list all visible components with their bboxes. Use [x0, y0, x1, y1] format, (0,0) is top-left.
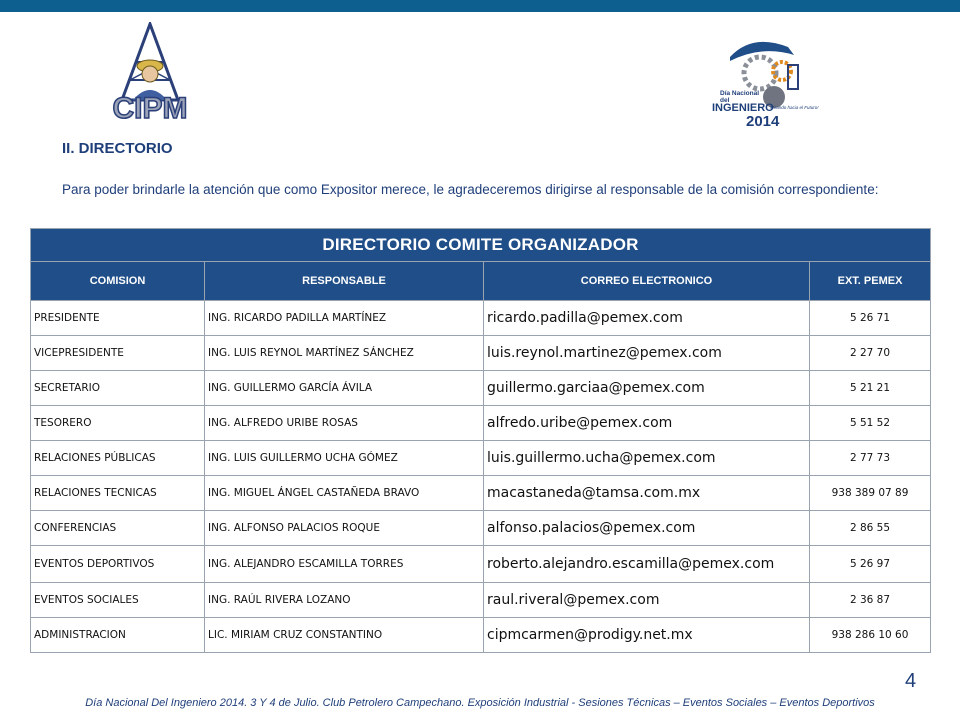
cell-comision: SECRETARIO	[31, 371, 205, 406]
cell-email: guillermo.garciaa@pemex.com	[484, 371, 810, 406]
col-header-ext: EXT. PEMEX	[810, 262, 931, 301]
intro-paragraph: Para poder brindarle la atención que como Expositor merece, le agradeceremos dirigirse al responsable de la comisión correspondiente:	[62, 182, 879, 197]
table-row	[31, 371, 931, 406]
cipm-logo-text: CIPM	[112, 92, 188, 122]
cell-responsable: ING. RAÚL RIVERA LOZANO	[205, 583, 484, 618]
logo-year: 2014	[746, 113, 780, 130]
cell-responsable: ING. RICARDO PADILLA MARTÍNEZ	[205, 301, 484, 336]
col-header-correo: CORREO ELECTRONICO	[484, 262, 810, 301]
cell-responsable: ING. ALEJANDRO ESCAMILLA TORRES	[205, 546, 484, 583]
cell-email: alfonso.palacios@pemex.com	[484, 511, 810, 546]
cell-email: luis.reynol.martinez@pemex.com	[484, 336, 810, 371]
cell-ext: 2 77 73	[810, 441, 931, 476]
logo-line-1: Día Nacional	[720, 90, 760, 97]
cell-email: macastaneda@tamsa.com.mx	[484, 476, 810, 511]
table-title: DIRECTORIO COMITE ORGANIZADOR	[31, 229, 931, 262]
logo-line-3: INGENIERO	[712, 102, 774, 114]
table-row	[31, 583, 931, 618]
top-bar	[0, 0, 960, 12]
cell-responsable: ING. ALFREDO URIBE ROSAS	[205, 406, 484, 441]
logo-line-2: del	[720, 97, 730, 104]
cell-responsable: ING. LUIS REYNOL MARTÍNEZ SÁNCHEZ	[205, 336, 484, 371]
cell-ext: 2 36 87	[810, 583, 931, 618]
cell-ext: 5 26 97	[810, 546, 931, 583]
cell-responsable: ING. GUILLERMO GARCÍA ÁVILA	[205, 371, 484, 406]
cell-responsable: ING. ALFONSO PALACIOS ROQUE	[205, 511, 484, 546]
table-row	[31, 406, 931, 441]
cell-ext: 938 389 07 89	[810, 476, 931, 511]
cell-email: cipmcarmen@prodigy.net.mx	[484, 618, 810, 653]
col-header-responsable: RESPONSABLE	[205, 262, 484, 301]
col-header-comision: COMISION	[31, 262, 205, 301]
logo-tagline: Mirando hacia el Futuro!	[770, 105, 819, 110]
table-row	[31, 441, 931, 476]
table-header-row	[31, 262, 931, 301]
cell-responsable: LIC. MIRIAM CRUZ CONSTANTINO	[205, 618, 484, 653]
cell-ext: 5 51 52	[810, 406, 931, 441]
cell-comision: TESORERO	[31, 406, 205, 441]
cell-comision: RELACIONES TECNICAS	[31, 476, 205, 511]
cell-comision: VICEPRESIDENTE	[31, 336, 205, 371]
cell-comision: RELACIONES PÚBLICAS	[31, 441, 205, 476]
cell-ext: 938 286 10 60	[810, 618, 931, 653]
table-row	[31, 546, 931, 583]
cell-ext: 5 26 71	[810, 301, 931, 336]
cell-comision: ADMINISTRACION	[31, 618, 205, 653]
cell-comision: PRESIDENTE	[31, 301, 205, 336]
table-row	[31, 336, 931, 371]
cell-comision: EVENTOS DEPORTIVOS	[31, 546, 205, 583]
table-row	[31, 511, 931, 546]
cell-email: alfredo.uribe@pemex.com	[484, 406, 810, 441]
cell-email: luis.guillermo.ucha@pemex.com	[484, 441, 810, 476]
dia-nacional-logo	[690, 25, 820, 135]
table-row	[31, 476, 931, 511]
directory-table	[30, 228, 931, 653]
section-title: II. DIRECTORIO	[62, 140, 173, 157]
cell-comision: EVENTOS SOCIALES	[31, 583, 205, 618]
cell-responsable: ING. MIGUEL ÁNGEL CASTAÑEDA BRAVO	[205, 476, 484, 511]
cell-ext: 2 86 55	[810, 511, 931, 546]
table-row	[31, 618, 931, 653]
cipm-logo	[100, 22, 200, 122]
cell-ext: 5 21 21	[810, 371, 931, 406]
footer-text: Día Nacional Del Ingeniero 2014. 3 Y 4 de Julio. Club Petrolero Campechano. Exposición Industrial - Sesiones Técnicas – Eventos Sociales – Eventos Deportivos	[85, 697, 875, 709]
table-row	[31, 301, 931, 336]
cell-responsable: ING. LUIS GUILLERMO UCHA GÓMEZ	[205, 441, 484, 476]
cell-email: raul.riveral@pemex.com	[484, 583, 810, 618]
cell-email: roberto.alejandro.escamilla@pemex.com	[484, 546, 810, 583]
cell-comision: CONFERENCIAS	[31, 511, 205, 546]
page-number: 4	[905, 670, 917, 692]
cell-email: ricardo.padilla@pemex.com	[484, 301, 810, 336]
cell-ext: 2 27 70	[810, 336, 931, 371]
